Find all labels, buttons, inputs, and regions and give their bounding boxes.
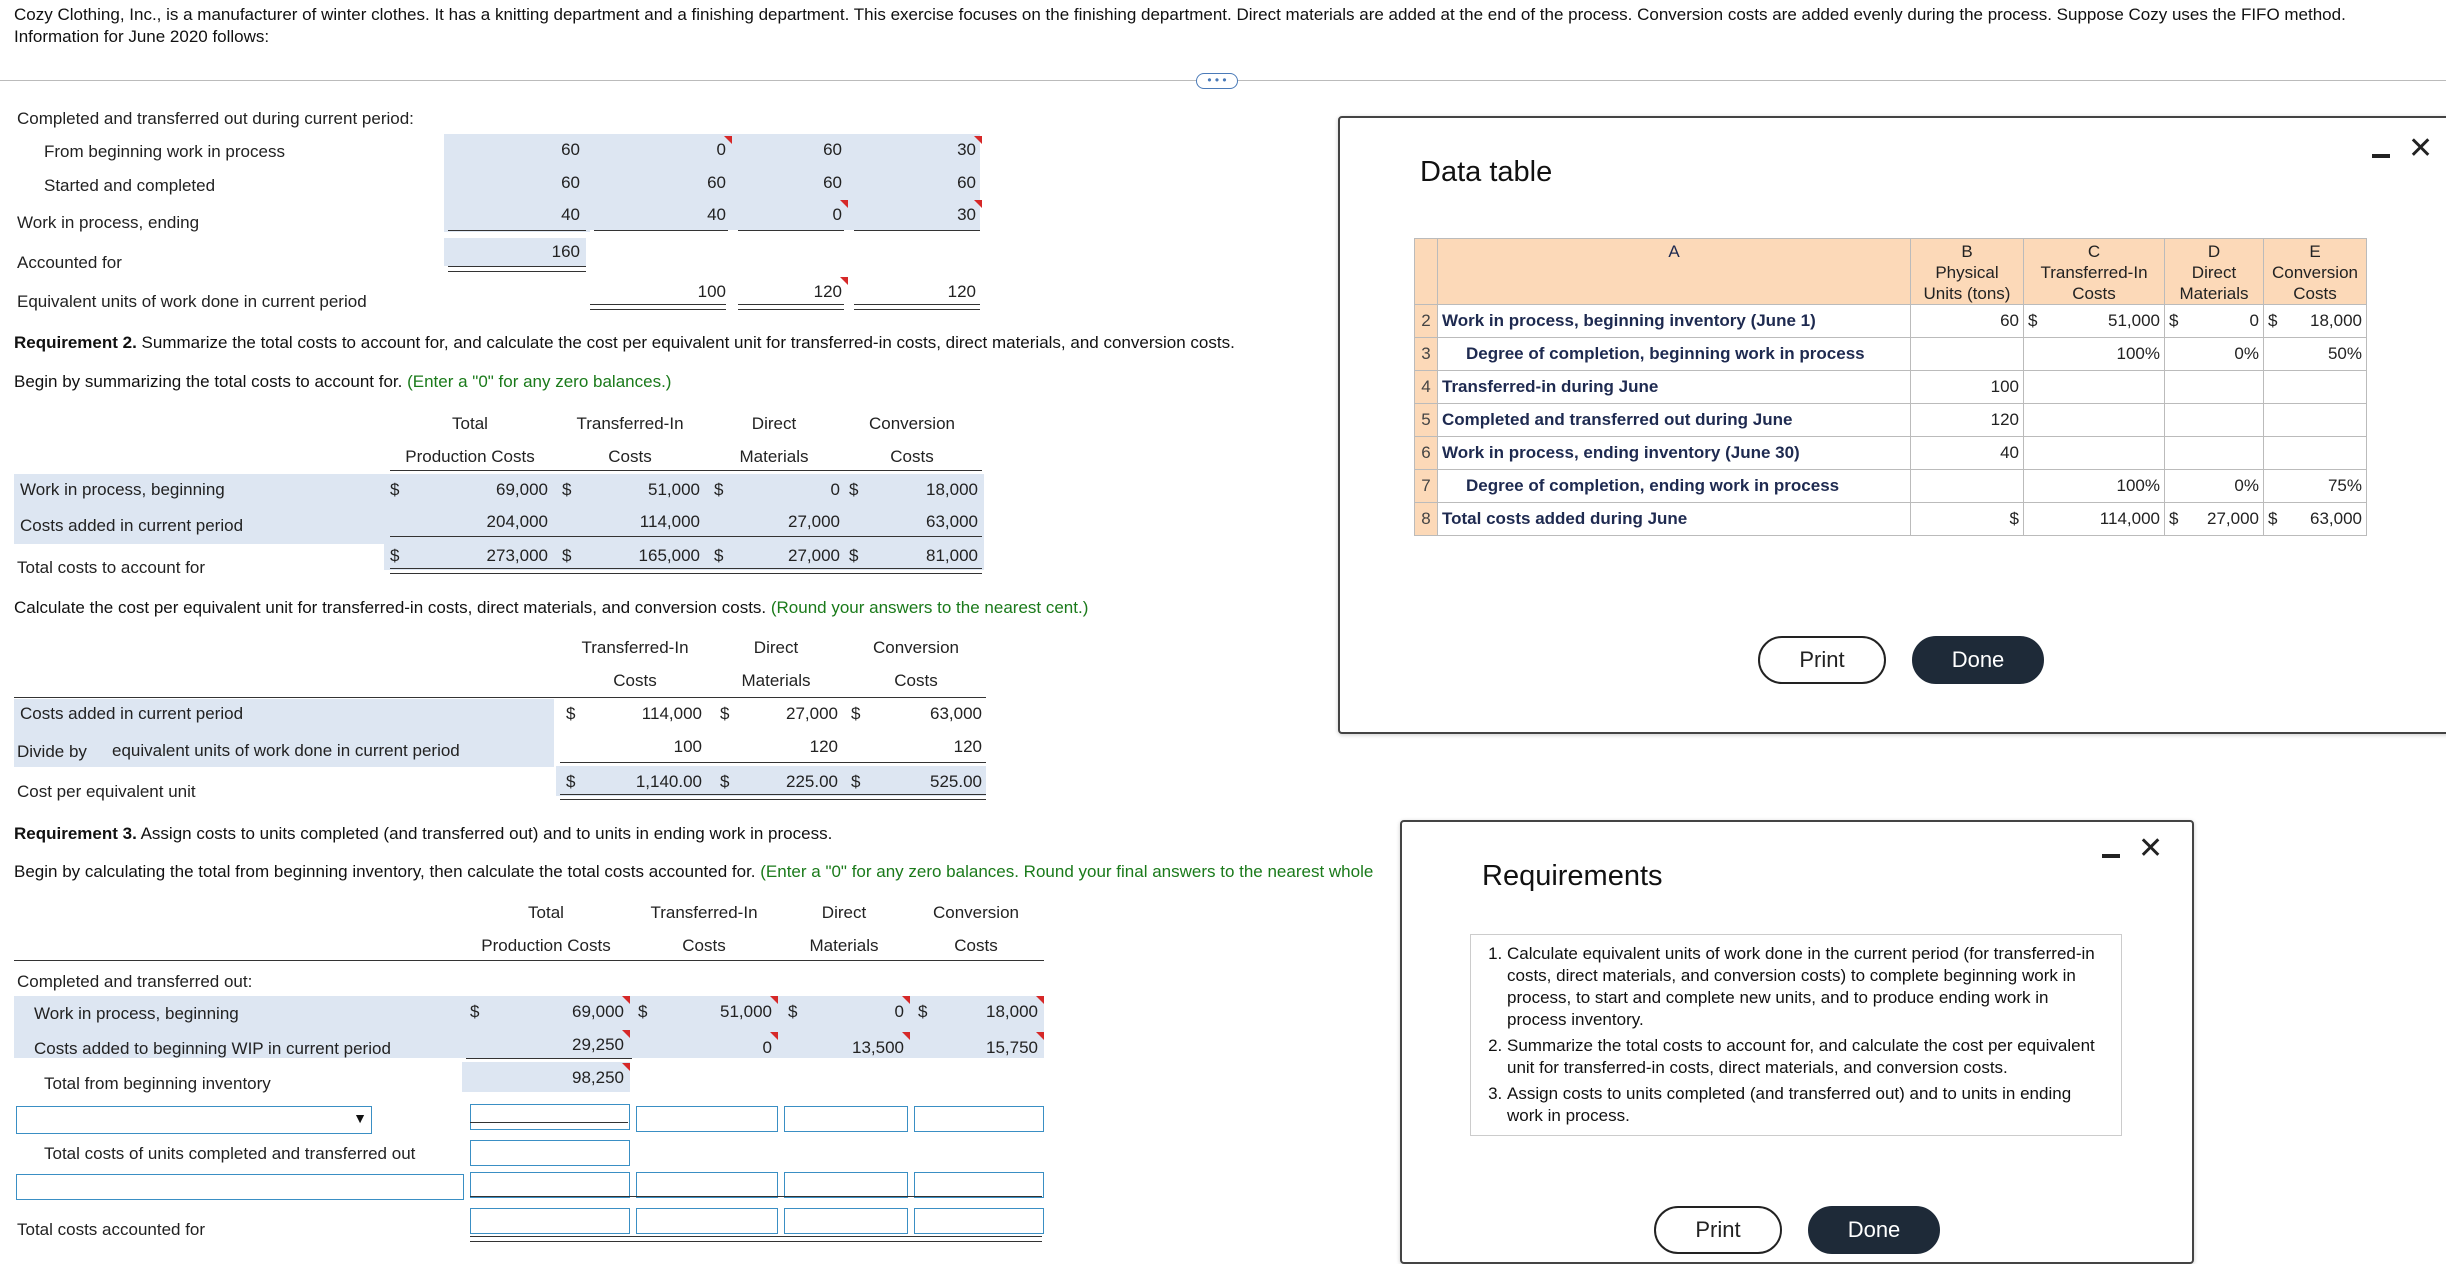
req3-begin: Begin by calculating the total from beginning inventory, then calculate the total costs accounted for. (Enter a "0" for any zero balances. Round your final answers to the nearest whole bbox=[14, 862, 1374, 881]
requirement-item: 2. Summarize the total costs to account for, and calculate the cost per equivalent unit for transferred-in costs, direct materials, and conversion costs. bbox=[1507, 1035, 2107, 1079]
dollar-sign: $ bbox=[851, 772, 861, 791]
edited-marker bbox=[840, 277, 848, 285]
double-underline bbox=[560, 794, 986, 800]
expand-button[interactable]: • • • bbox=[1196, 73, 1238, 89]
cc-calc-value: 63,000 bbox=[930, 704, 982, 723]
ti-input[interactable] bbox=[636, 1172, 778, 1198]
req3-title: Requirement 3. Assign costs to units completed (and transferred out) and to units in ending work in process. bbox=[14, 824, 833, 843]
dollar-sign: $ bbox=[788, 1002, 798, 1021]
dollar-sign: $ bbox=[390, 546, 400, 565]
cc-assign-value[interactable]: 18,000 bbox=[986, 1002, 1038, 1021]
units-row-label: Work in process, ending bbox=[17, 213, 200, 232]
edited-marker bbox=[770, 996, 778, 1004]
eu-cc-value[interactable]: 60 bbox=[957, 173, 976, 192]
dm-cost-value: 27,000 bbox=[788, 512, 840, 531]
column-header: B Physical Units (tons) bbox=[1911, 239, 2024, 305]
accounted-value: 160 bbox=[551, 242, 580, 261]
header-underline bbox=[390, 470, 982, 471]
col-header: Conversion bbox=[933, 903, 1019, 922]
dollar-sign: $ bbox=[566, 772, 576, 791]
cost-row-label: Total costs to account for bbox=[17, 558, 206, 577]
col-header: Costs bbox=[894, 671, 938, 690]
total-assign-value[interactable]: 69,000 bbox=[572, 1002, 624, 1021]
total-completed-input[interactable] bbox=[470, 1140, 630, 1166]
col-header: Production Costs bbox=[405, 447, 535, 466]
requirements-list bbox=[1483, 943, 2107, 1127]
underline bbox=[466, 1058, 632, 1059]
col-header: Costs bbox=[682, 936, 726, 955]
data-table-dialog bbox=[1338, 116, 2446, 734]
cc-assign-value[interactable]: 15,750 bbox=[986, 1038, 1038, 1057]
ti-calc-value: 100 bbox=[673, 737, 702, 756]
units-section-label: Completed and transferred out during current period: bbox=[17, 109, 414, 128]
ti-cost-value: 114,000 bbox=[639, 512, 700, 531]
edited-marker bbox=[902, 1032, 910, 1040]
table-row: 3 Degree of completion, beginning work in process 100% 0% 50% bbox=[1415, 338, 2367, 371]
ti-calc-value: 114,000 bbox=[641, 704, 702, 723]
dm-cost-value: 27,000 bbox=[788, 546, 840, 565]
col-header: Materials bbox=[739, 447, 809, 466]
eu-dm-value[interactable]: 60 bbox=[823, 140, 842, 159]
cc-input[interactable] bbox=[914, 1172, 1044, 1198]
column-header: C Transferred-In Costs bbox=[2024, 239, 2165, 305]
req2-begin: Begin by summarizing the total costs to account for. (Enter a "0" for any zero balances.) bbox=[14, 372, 672, 391]
eu-ti-value[interactable]: 60 bbox=[707, 173, 726, 192]
col-header: Conversion bbox=[873, 638, 959, 657]
close-icon[interactable]: ✕ bbox=[2138, 832, 2164, 865]
col-header: Direct bbox=[821, 903, 867, 922]
requirement-item: 1. Calculate equivalent units of work done in the current period (for transferred-in costs, direct materials, and conversion costs) to complete beginning work in process, to start and complete new units, and to produce ending work in process inventory. bbox=[1507, 943, 2107, 1031]
eu-total-cc[interactable]: 120 bbox=[947, 282, 976, 301]
column-letter: A bbox=[1438, 239, 1911, 305]
cc-cost-value: 63,000 bbox=[926, 512, 978, 531]
row-label-input[interactable] bbox=[16, 1174, 464, 1200]
calc-row-label[interactable]: equivalent units of work done in current period bbox=[112, 741, 460, 760]
cc-input[interactable] bbox=[914, 1106, 1044, 1132]
total-cost-value: 204,000 bbox=[486, 512, 548, 531]
ti-cost-value: 51,000 bbox=[648, 480, 700, 499]
total-input[interactable] bbox=[470, 1172, 630, 1198]
dm-calc-value: 27,000 bbox=[786, 704, 838, 723]
req3-row-label: Total from beginning inventory bbox=[44, 1074, 271, 1093]
col-header: Costs bbox=[608, 447, 652, 466]
ti-accounted-input[interactable] bbox=[636, 1208, 778, 1234]
table-row: 6 Work in process, ending inventory (June 30) 40 bbox=[1415, 437, 2367, 470]
col-header: Costs bbox=[954, 936, 998, 955]
dm-assign-value[interactable]: 0 bbox=[894, 1002, 904, 1021]
close-icon[interactable]: ✕ bbox=[2408, 132, 2434, 165]
total-input[interactable] bbox=[470, 1104, 630, 1130]
edited-marker bbox=[622, 1063, 630, 1071]
underline bbox=[738, 230, 844, 231]
dm-input[interactable] bbox=[784, 1172, 908, 1198]
eu-ti-value[interactable]: 40 bbox=[707, 205, 726, 224]
dollar-sign: $ bbox=[714, 480, 724, 499]
col-header: Direct bbox=[753, 638, 799, 657]
dm-cost-value: 0 bbox=[830, 480, 840, 499]
dm-assign-value[interactable]: 13,500 bbox=[852, 1038, 904, 1057]
accounted-label: Accounted for bbox=[17, 253, 122, 272]
print-button[interactable]: Print bbox=[1758, 636, 1886, 684]
col-header: Materials bbox=[809, 936, 879, 955]
requirements-dialog bbox=[1400, 820, 2194, 1264]
eu-total-dm[interactable]: 120 bbox=[813, 282, 842, 301]
dialog-title: Requirements bbox=[1482, 860, 1663, 892]
table-row: 4 Transferred-in during June 100 bbox=[1415, 371, 2367, 404]
dollar-sign: $ bbox=[566, 704, 576, 723]
physical-units-value: 40 bbox=[561, 205, 580, 224]
cost-row-label: Work in process, beginning bbox=[20, 480, 225, 499]
dollar-sign: $ bbox=[720, 704, 730, 723]
edited-marker bbox=[840, 200, 848, 208]
total-assign-value[interactable]: 98,250 bbox=[572, 1068, 624, 1087]
total-cost-value: 273,000 bbox=[486, 546, 548, 565]
edited-marker bbox=[724, 136, 732, 144]
cost-row-label: Costs added in current period bbox=[20, 516, 244, 535]
underline bbox=[470, 1122, 628, 1123]
req3-row-label: Costs added to beginning WIP in current period bbox=[34, 1039, 391, 1058]
col-header: Total bbox=[528, 903, 564, 922]
dm-accounted-input[interactable] bbox=[784, 1208, 908, 1234]
cc-cost-value: 81,000 bbox=[926, 546, 978, 565]
req2-title: Requirement 2. Summarize the total costs to account for, and calculate the cost per equivalent unit for transferred-in costs, direct materials, and conversion costs. bbox=[14, 333, 1235, 352]
cc-accounted-input[interactable] bbox=[914, 1208, 1044, 1234]
edited-marker bbox=[974, 136, 982, 144]
eu-total-ti[interactable]: 100 bbox=[697, 282, 726, 301]
double-underline bbox=[470, 1236, 1042, 1242]
col-header: Conversion bbox=[869, 414, 955, 433]
col-header: Total bbox=[452, 414, 488, 433]
units-row-label: Started and completed bbox=[44, 176, 216, 195]
col-header: Costs bbox=[890, 447, 934, 466]
dollar-sign: $ bbox=[720, 772, 730, 791]
requirements-list-box bbox=[1470, 934, 2122, 1136]
edited-marker bbox=[770, 1032, 778, 1040]
calc-row-label: Cost per equivalent unit bbox=[17, 782, 196, 801]
col-header: Costs bbox=[613, 671, 657, 690]
req2-calc-text: Calculate the cost per equivalent unit for transferred-in costs, direct materials, and conversion costs. (Round your answers to the nearest cent.) bbox=[14, 598, 1089, 617]
total-accounted-label: Total costs accounted for bbox=[17, 1220, 206, 1239]
dm-calc-value: 120 bbox=[809, 737, 838, 756]
col-header: Production Costs bbox=[481, 936, 611, 955]
table-header-row bbox=[1415, 239, 2367, 305]
dollar-sign: $ bbox=[638, 1002, 648, 1021]
double-underline bbox=[390, 568, 982, 574]
req3-row-label: Work in process, beginning bbox=[34, 1004, 239, 1023]
ti-calc-value: 1,140.00 bbox=[635, 772, 702, 791]
col-header: Materials bbox=[741, 671, 811, 690]
dollar-sign: $ bbox=[714, 546, 724, 565]
double-underline bbox=[590, 304, 726, 310]
cc-calc-value: 120 bbox=[953, 737, 982, 756]
eu-cc-value[interactable]: 30 bbox=[957, 140, 976, 159]
ti-assign-value[interactable]: 0 bbox=[762, 1038, 772, 1057]
edited-marker bbox=[1036, 1032, 1044, 1040]
dm-calc-value: 225.00 bbox=[786, 772, 838, 791]
eu-label: Equivalent units of work done in current period bbox=[17, 292, 367, 311]
total-cost-value: 69,000 bbox=[496, 480, 548, 499]
table-row: 2 Work in process, beginning inventory (June 1) 60 $ 51,000 $ 0 $ 18,000 bbox=[1415, 305, 2367, 338]
dollar-sign: $ bbox=[851, 704, 861, 723]
col-header: Transferred-In bbox=[576, 414, 684, 433]
double-underline bbox=[448, 266, 586, 272]
minimize-icon[interactable] bbox=[2372, 154, 2390, 158]
underline bbox=[470, 1196, 1042, 1197]
eu-dm-value[interactable]: 60 bbox=[823, 173, 842, 192]
req3-section-label: Completed and transferred out: bbox=[17, 972, 253, 991]
column-header: E Conversion Costs bbox=[2264, 239, 2367, 305]
dollar-sign: $ bbox=[470, 1002, 480, 1021]
divide-by-label: Divide by bbox=[17, 742, 87, 761]
dropdown-arrow-icon: ▼ bbox=[353, 1110, 367, 1126]
edited-marker bbox=[622, 996, 630, 1004]
cc-cost-value: 18,000 bbox=[926, 480, 978, 499]
double-underline bbox=[854, 304, 980, 310]
physical-units-value: 60 bbox=[561, 173, 580, 192]
edited-marker bbox=[622, 1030, 630, 1038]
underline bbox=[390, 536, 982, 537]
dollar-sign: $ bbox=[918, 1002, 928, 1021]
dollar-sign: $ bbox=[562, 546, 572, 565]
ti-input[interactable] bbox=[636, 1106, 778, 1132]
col-header: Transferred-In bbox=[650, 903, 758, 922]
dialog-title: Data table bbox=[1420, 156, 1553, 188]
table-row: 7 Degree of completion, ending work in process 100% 0% 75% bbox=[1415, 470, 2367, 503]
done-button[interactable]: Done bbox=[1808, 1206, 1940, 1254]
problem-intro: Cozy Clothing, Inc., is a manufacturer of winter clothes. It has a knitting department and a finishing department. This exercise focuses on the finishing department. Direct materials are added at the end of the process. Conversion costs are added evenly during the process. Suppose Cozy uses the FIFO method. Information for June 2020 follows: bbox=[14, 5, 2346, 46]
eu-dm-value[interactable]: 0 bbox=[832, 205, 842, 224]
cost-row-select[interactable] bbox=[16, 1106, 372, 1134]
ti-assign-value[interactable]: 51,000 bbox=[720, 1002, 772, 1021]
double-underline bbox=[738, 304, 844, 310]
total-accounted-input[interactable] bbox=[470, 1208, 630, 1234]
underline bbox=[854, 230, 980, 231]
underline bbox=[594, 230, 728, 231]
underline bbox=[448, 230, 586, 231]
dollar-sign: $ bbox=[562, 480, 572, 499]
eu-ti-value[interactable]: 0 bbox=[716, 140, 726, 159]
done-button[interactable]: Done bbox=[1912, 636, 2044, 684]
minimize-icon[interactable] bbox=[2102, 854, 2120, 858]
edited-marker bbox=[974, 200, 982, 208]
col-header: Transferred-In bbox=[581, 638, 689, 657]
dm-input[interactable] bbox=[784, 1106, 908, 1132]
table-row: 8 Total costs added during June $ 114,000 $ 27,000 $ 63,000 bbox=[1415, 503, 2367, 536]
col-header: Direct bbox=[751, 414, 797, 433]
ti-cost-value: 165,000 bbox=[638, 546, 700, 565]
total-completed-label: Total costs of units completed and transferred out bbox=[44, 1144, 416, 1163]
calc-row-label: Costs added in current period bbox=[20, 704, 244, 723]
underline bbox=[560, 762, 986, 763]
units-row-label: From beginning work in process bbox=[44, 142, 285, 161]
column-header: D Direct Materials bbox=[2165, 239, 2264, 305]
data-table bbox=[1414, 238, 2367, 536]
total-assign-value[interactable]: 29,250 bbox=[572, 1035, 624, 1054]
eu-cc-value[interactable]: 30 bbox=[957, 205, 976, 224]
cc-calc-value: 525.00 bbox=[930, 772, 982, 791]
dollar-sign: $ bbox=[390, 480, 400, 499]
header-underline bbox=[14, 697, 986, 698]
edited-marker bbox=[1036, 996, 1044, 1004]
edited-marker bbox=[902, 996, 910, 1004]
physical-units-value: 60 bbox=[561, 140, 580, 159]
header-underline bbox=[14, 960, 1044, 961]
requirement-item: 3. Assign costs to units completed (and transferred out) and to units in ending work in process. bbox=[1507, 1083, 2107, 1127]
table-row: 5 Completed and transferred out during June 120 bbox=[1415, 404, 2367, 437]
dollar-sign: $ bbox=[849, 546, 859, 565]
print-button[interactable]: Print bbox=[1654, 1206, 1782, 1254]
dollar-sign: $ bbox=[849, 480, 859, 499]
